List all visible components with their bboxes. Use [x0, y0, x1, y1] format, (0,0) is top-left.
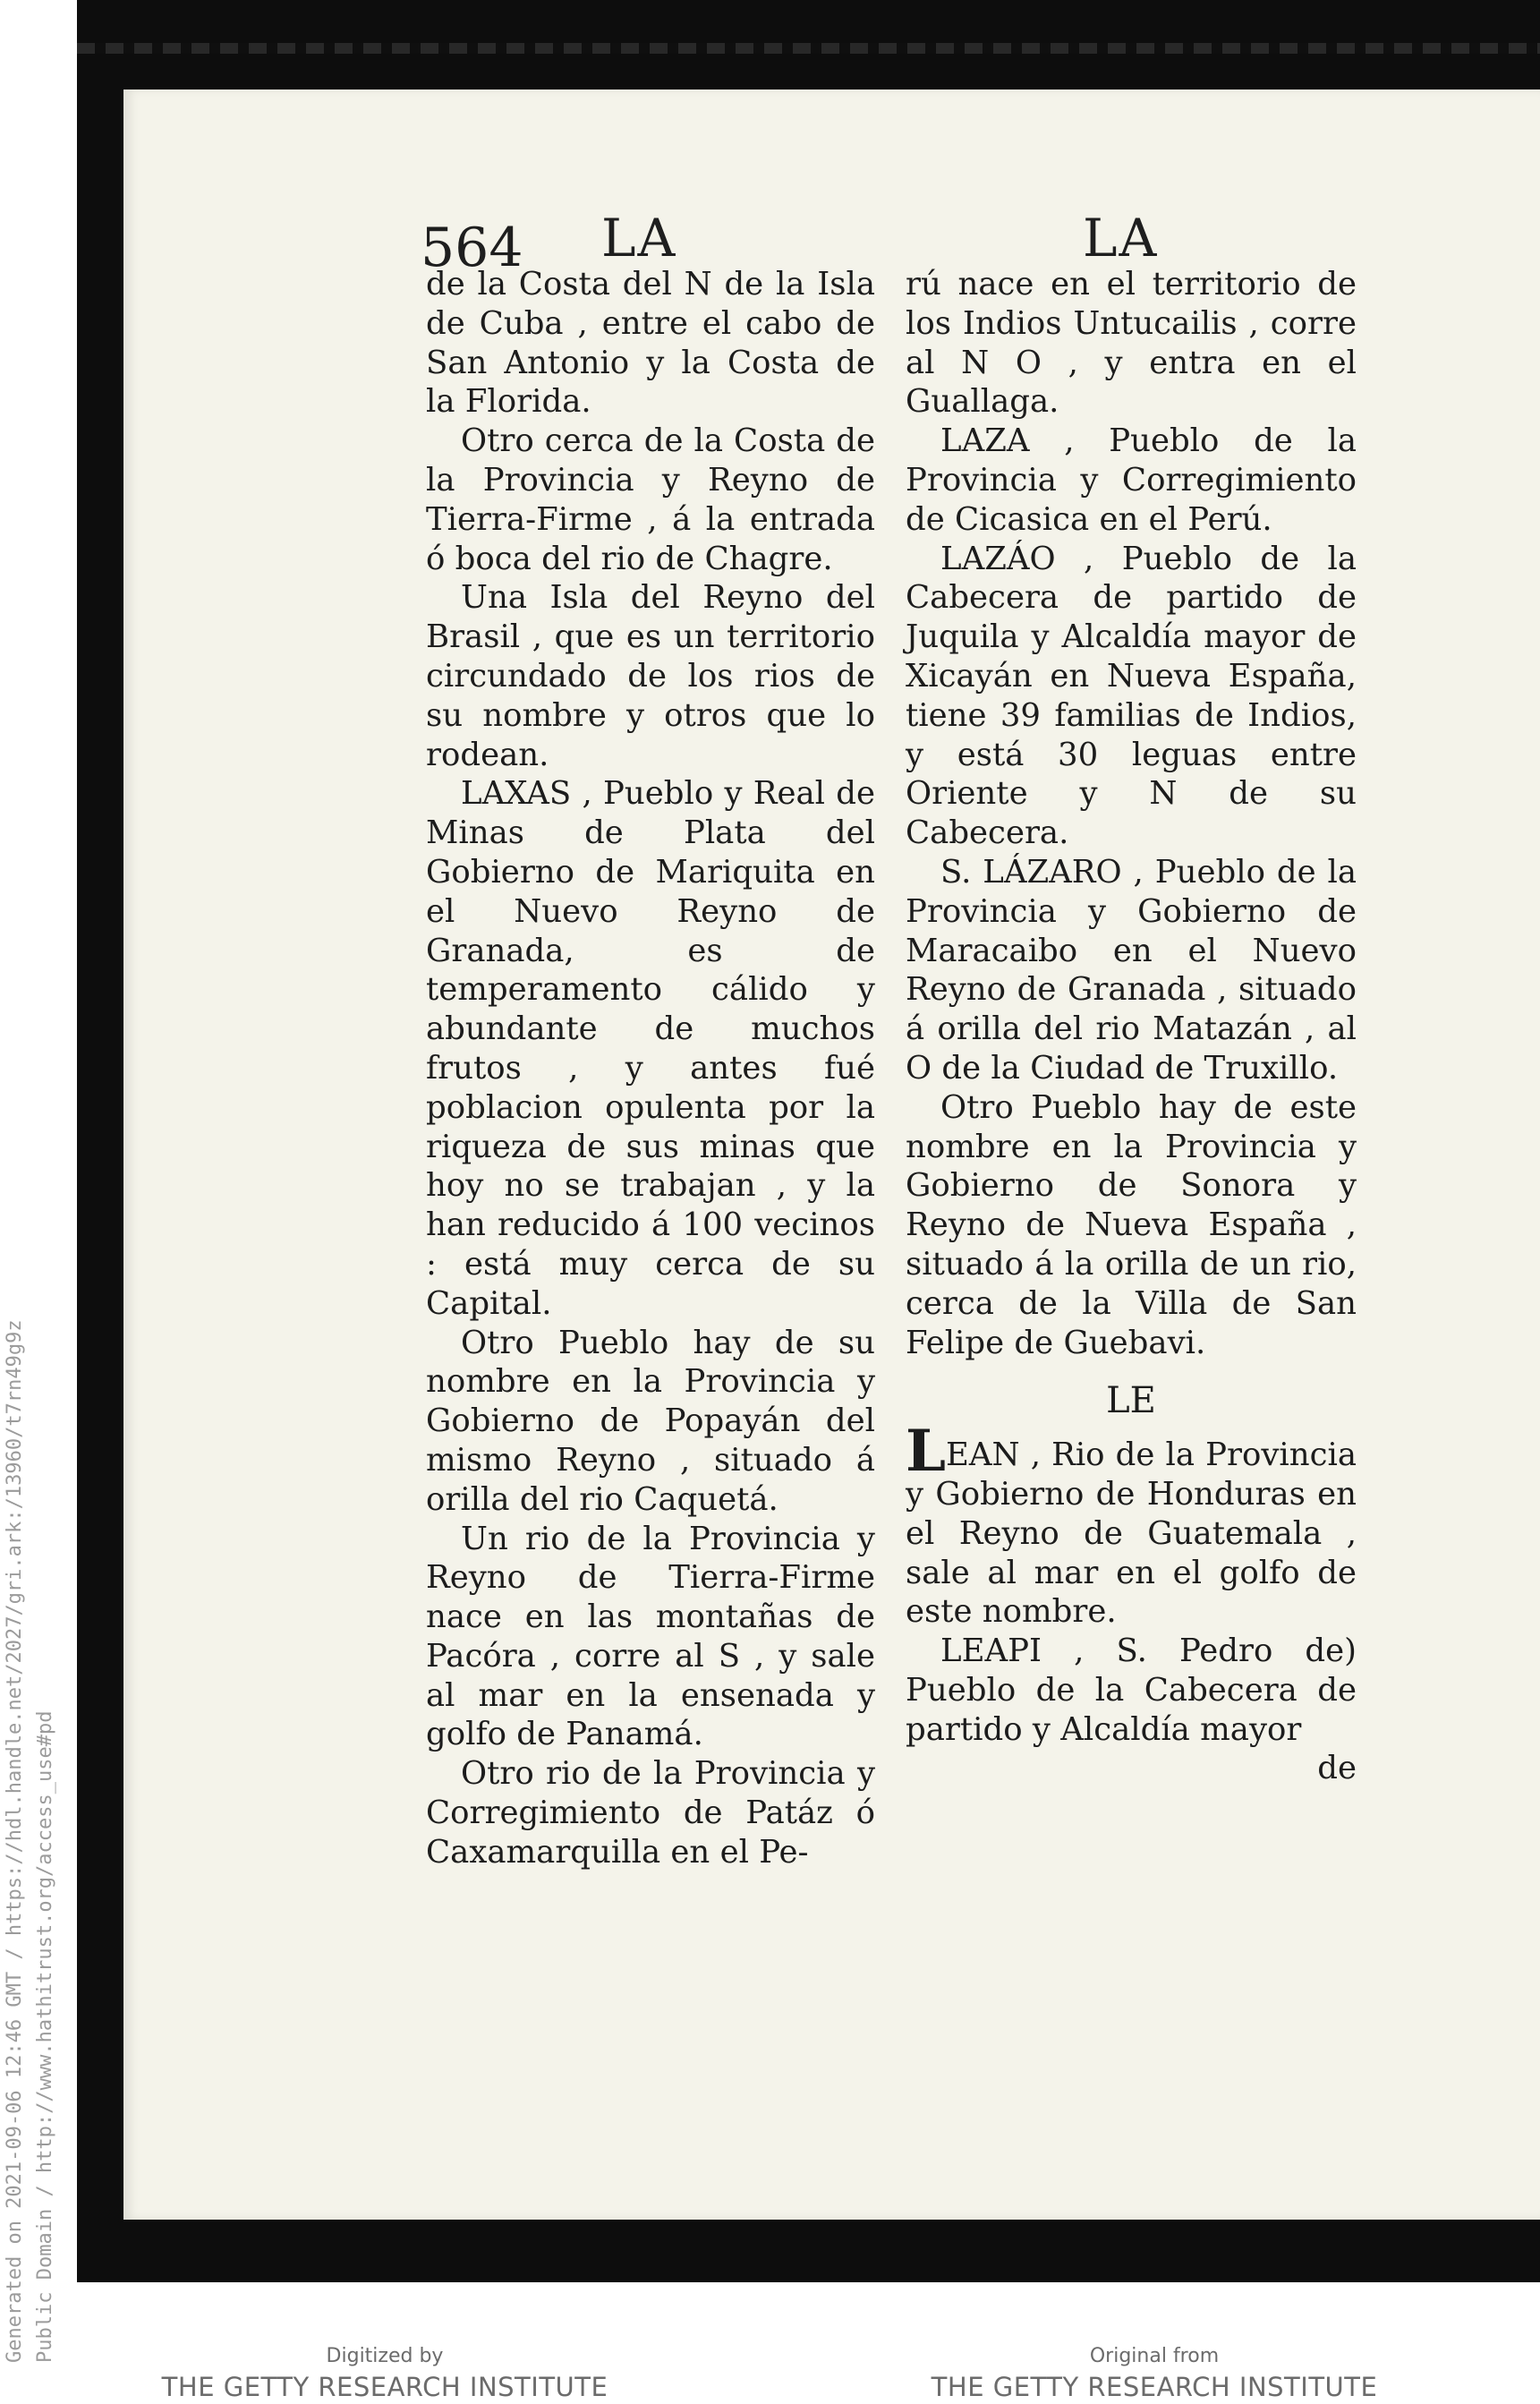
left-column: [426, 265, 875, 1872]
paragraph: de la Costa del N de la Isla de Cuba , entre el cabo de San Antonio y la Costa de la Florida.: [426, 266, 875, 421]
watermark: [0, 0, 61, 2381]
paragraph: LAXAS , Pueblo y Real de Minas de Plata del Gobierno de Mariquita en el Nuevo Reyno de Granada, es de temperamento cálido y abundante de muchos frutos , y antes fué poblacion opulenta por la riqueza de sus minas que hoy no se trabajan , y la han reducido á 100 vecinos : está muy cerca de su Capital.: [426, 775, 875, 1322]
watermark-line-2: Public Domain / http://www.hathitrust.org/access_use#pd: [34, 1710, 56, 2363]
footer-right: [931, 2343, 1378, 2404]
paragraph: Otro rio de la Provincia y Corregimiento de Patáz ó Caxamarquilla en el Pe-: [426, 1755, 875, 1871]
scan-edge: [77, 43, 1540, 54]
paragraph: rú nace en el territorio de los Indios Untucailis , corre al N O , y entra en el Guallaga.: [906, 266, 1357, 421]
page-number: 564: [421, 217, 523, 279]
paragraph: Otro Pueblo hay de este nombre en la Provincia y Gobierno de Sonora y Reyno de Nueva España , situado á la orilla de un rio, cerca de la Villa de San Felipe de Guebavi.: [906, 1088, 1357, 1361]
dropcap-letter: L: [906, 1418, 946, 1486]
catchword: de: [1317, 1750, 1357, 1787]
paragraph: Otro Pueblo hay de su nombre en la Provincia y Gobierno de Popayán del mismo Reyno , situado á orilla del rio Caquetá.: [426, 1324, 875, 1518]
paragraph-lean: [906, 1418, 1357, 1632]
footer-original-from: Original from: [1089, 2345, 1220, 2367]
paragraph: LEAPI , S. Pedro de) Pueblo de la Cabecera de partido y Alcaldía mayor: [906, 1633, 1357, 1748]
paragraph: S. LÁZARO , Pueblo de la Provincia y Gobierno de Maracaibo en el Nuevo Reyno de Granada , situado á orilla del rio Matazán , al O de la Ciudad de Truxillo.: [906, 853, 1357, 1087]
running-head-left: LA: [601, 208, 677, 269]
paragraph: LAZÁO , Pueblo de la Cabecera de partido de Juquila y Alcaldía mayor de Xicayán en Nueva España, tiene 39 familias de Indios, y está 30 leguas entre Oriente y N de su Cabecera.: [906, 540, 1357, 852]
footer-digitized-by: Digitized by: [326, 2345, 444, 2367]
footer-institution-right: THE GETTY RESEARCH INSTITUTE: [931, 2372, 1378, 2402]
paragraph: Otro cerca de la Costa de la Provincia y Reyno de Tierra-Firme , á la entrada ó boca del rio de Chagre.: [426, 422, 875, 577]
footer-left: [161, 2343, 608, 2404]
paragraph: LAZA , Pueblo de la Provincia y Corregimiento de Cicasica en el Perú.: [906, 422, 1357, 538]
running-head-right: LA: [1083, 208, 1159, 269]
watermark-line-1: Generated on 2021-09-06 12:46 GMT / https://hdl.handle.net/2027/gri.ark:/13960/t7rn49g9z: [4, 1319, 26, 2363]
footer-institution-left: THE GETTY RESEARCH INSTITUTE: [161, 2372, 608, 2402]
paragraph: Un rio de la Provincia y Reyno de Tierra-Firme nace en las montañas de Pacóra , corre al S , y sale al mar en la ensenada y golfo de Panamá.: [426, 1520, 875, 1753]
paragraph: Una Isla del Reyno del Brasil , que es un territorio circundado de los rios de su nombre y otros que lo rodean.: [426, 579, 875, 773]
lean-text: EAN , Rio de la Provincia y Gobierno de Honduras en el Reyno de Guatemala , sale al mar en el golfo de este nombre.: [906, 1436, 1357, 1631]
right-column: [906, 265, 1357, 1788]
section-heading: LE: [1106, 1380, 1156, 1422]
